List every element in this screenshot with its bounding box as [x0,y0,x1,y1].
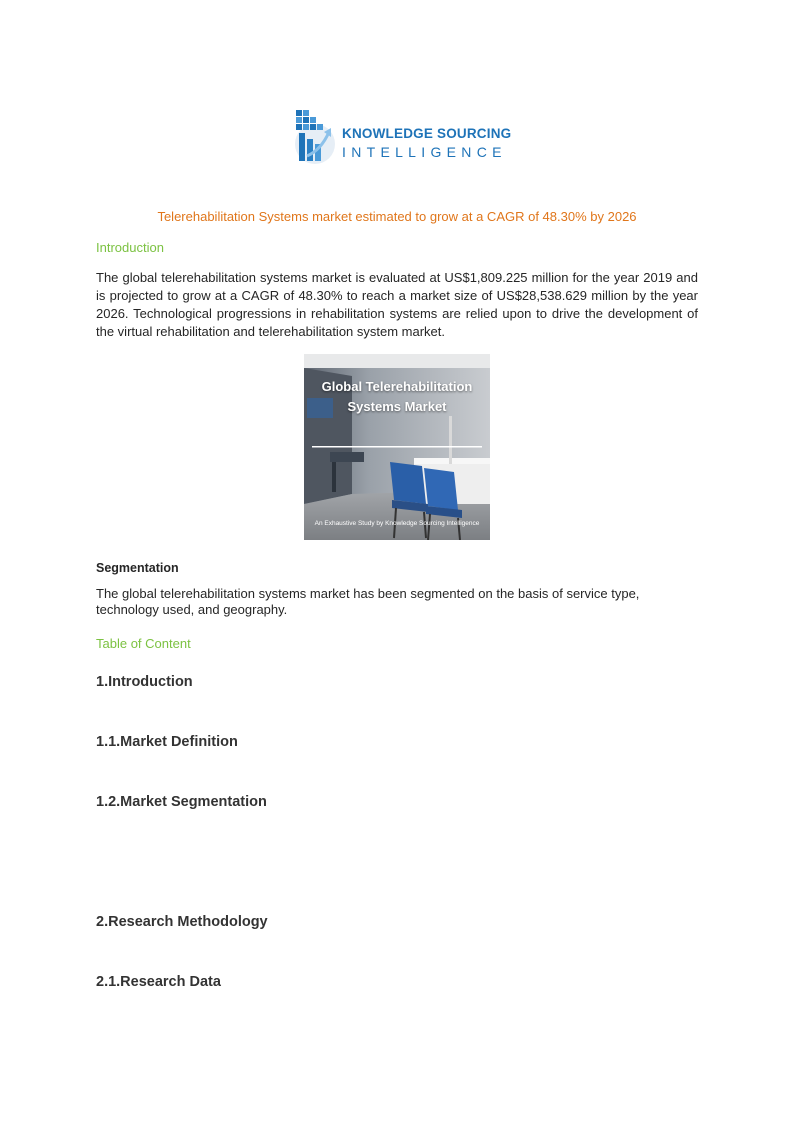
toc-item: 1.1.Market Definition [96,734,238,750]
toc-heading: Table of Content [96,636,191,651]
cover-subtitle: An Exhaustive Study by Knowledge Sourcing Intelligence [314,520,480,527]
intro-line: year 2026. Technological progressions in rehabilitation systems are relied upon to drive the [96,288,698,321]
segmentation-heading: Segmentation [96,561,179,575]
toc-item: 2.Research Methodology [96,914,268,930]
toc-item: 1.2.Market Segmentation [96,794,267,810]
logo-mark-icon [291,106,341,166]
cover-title [304,377,490,417]
intro-line: and is projected to grow at a CAGR of 48.30% to reach a market size of US$28,538.629 million by the [96,270,698,303]
introduction-heading: Introduction [96,240,164,255]
introduction-paragraph [96,269,698,341]
cover-title-line-1: Global Telerehabilitation [321,379,473,394]
logo-line-1: KNOWLEDGE SOURCING [342,126,512,141]
segmentation-paragraph [96,586,698,618]
document-headline: Telerehabilitation Systems market estimated to grow at a CAGR of 48.30% by 2026 [157,209,637,224]
intro-line: development of the virtual rehabilitation and telerehabilitation system market. [96,306,698,339]
toc-item: 1.Introduction [96,674,193,690]
segmentation-line: The global telerehabilitation systems market has been segmented on the basis of service type, [96,586,640,601]
company-logo [291,106,512,166]
logo-line-2: INTELLIGENCE [342,144,507,160]
segmentation-line: technology used, and geography. [96,602,288,617]
intro-line: The global telerehabilitation systems market is evaluated at US$1,809.225 million for the year 2019 [96,270,673,285]
report-cover-image [304,354,490,540]
toc-item: 2.1.Research Data [96,974,221,990]
cover-title-line-2: Systems Market [347,399,447,414]
